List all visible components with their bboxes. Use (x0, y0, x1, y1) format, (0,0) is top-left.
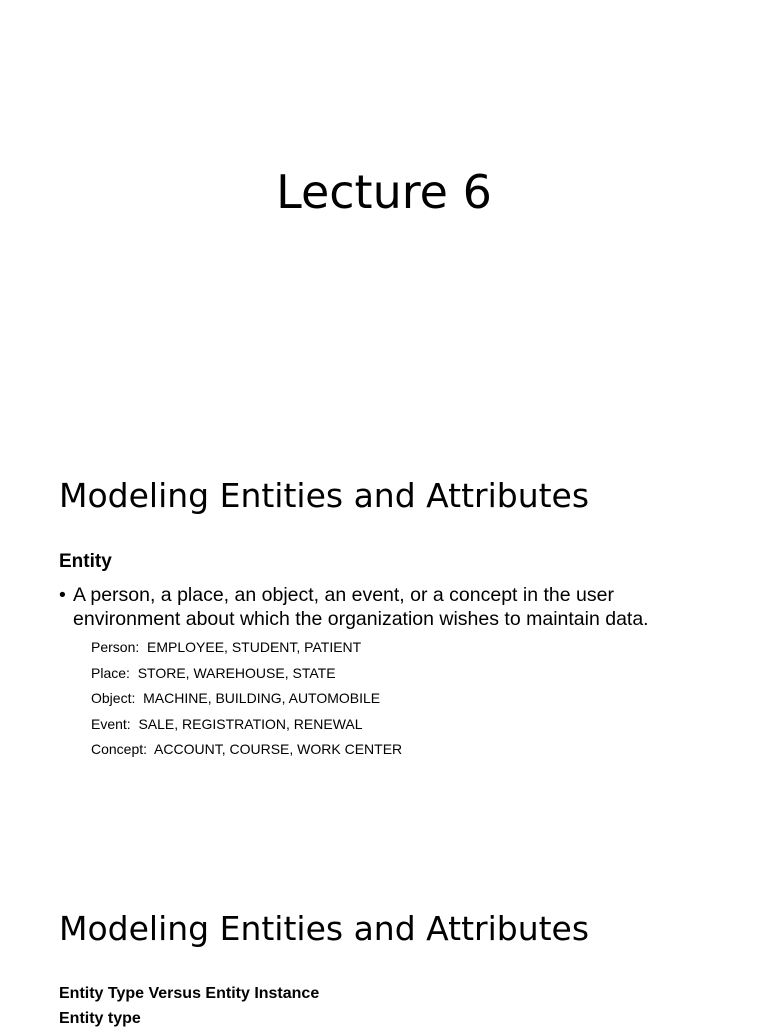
example-item-concept: Concept: ACCOUNT, COURSE, WORK CENTER (91, 741, 403, 757)
entity-definition-bullet (59, 583, 719, 631)
lecture-title: Lecture 6 (276, 165, 492, 219)
example-item-person: Person: EMPLOYEE, STUDENT, PATIENT (91, 639, 362, 655)
entity-type-vs-instance-heading: Entity Type Versus Entity Instance (59, 985, 320, 1002)
entity-examples-list (91, 637, 402, 765)
example-item-event: Event: SALE, REGISTRATION, RENEWAL (91, 715, 363, 732)
example-item-place: Place: STORE, WAREHOUSE, STATE (91, 664, 336, 681)
section-title-entities: Modeling Entities and Attributes (59, 476, 590, 515)
entity-type-label: Entity type (59, 1010, 141, 1027)
entity-subheading: Entity (59, 551, 112, 572)
entity-definition-text: A person, a place, an object, an event, or a concept in the user environment about which the organization wishes to maintain data. (73, 584, 649, 630)
example-item-object: Object: MACHINE, BUILDING, AUTOMOBILE (91, 690, 381, 706)
bullet-marker: • (59, 584, 66, 606)
section-title-entity-types: Modeling Entities and Attributes (59, 909, 590, 948)
